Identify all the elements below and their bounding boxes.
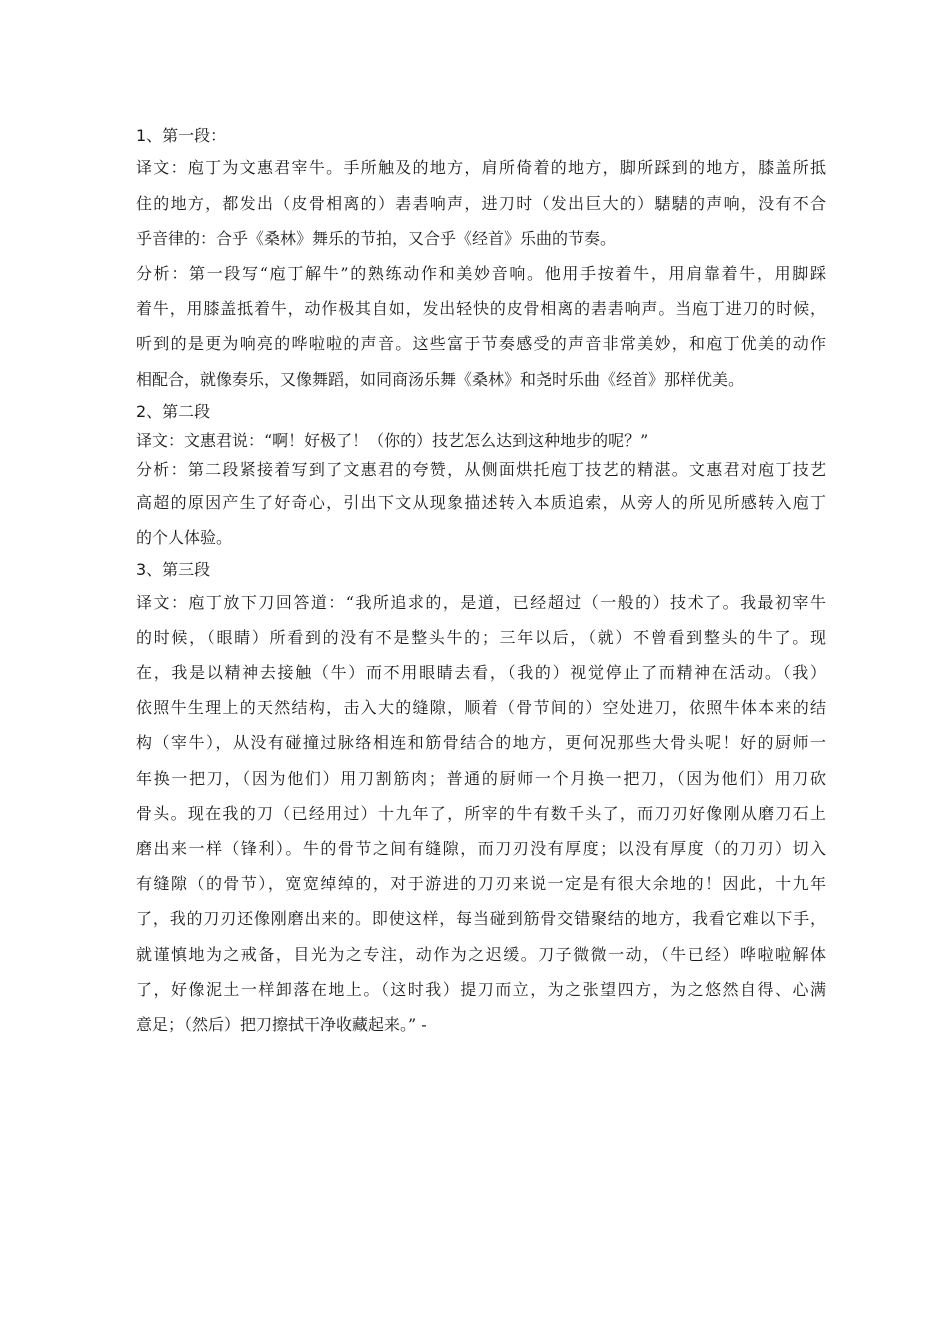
translation-line: 了，好像泥土一样卸落在地上。（这时我）提刀而立，为之张望四方，为之悠然自得、心满 (136, 979, 826, 999)
translation-line: 骨头。现在我的刀（已经用过）十九年了，所宰的牛有数千头了，而刀刃好像刚从磨刀石上 (136, 803, 826, 823)
analysis-line: 高超的原因产生了好奇心，引出下文从现象描述转入本质追索，从旁人的所见所感转入庖丁 (136, 492, 826, 512)
section-heading: 2、第二段 (136, 401, 211, 421)
section-heading: 3、第三段 (136, 560, 211, 580)
translation-line: 构（宰牛），从没有碰撞过脉络相连和筋骨结合的地方，更何况那些大骨头呢！好的厨师一 (136, 733, 826, 753)
analysis-line: 的个人体验。 (136, 528, 233, 548)
translation-line: 住的地方，都发出（皮骨相离的）砉砉响声，进刀时（发出巨大的）騞騞的声响，没有不合 (136, 193, 826, 213)
translation-line: 译文：庖丁放下刀回答道：“我所追求的，是道，已经超过（一般的）技术了。我最初宰牛 (136, 592, 826, 612)
translation-line: 就谨慎地为之戒备，目光为之专注，动作为之迟缓。刀子微微一动，（牛已经）哗啦啦解体 (136, 944, 826, 964)
translation-line: 在，我是以精神去接触（牛）而不用眼睛去看，（我的）视觉停止了而精神在活动。（我） (136, 663, 826, 683)
analysis-line: 分析：第一段写“庖丁解牛”的熟练动作和美妙音响。他用手按着牛，用肩靠着牛，用脚踩 (136, 263, 826, 283)
translation-line: 乎音律的：合乎《桑林》舞乐的节拍，又合乎《经首》乐曲的节奏。 (136, 228, 617, 248)
analysis-line: 着牛，用膝盖抵着牛，动作极其自如，发出轻快的皮骨相离的砉砉响声。当庖丁进刀的时候， (136, 299, 826, 319)
translation-line: 译文：文惠君说：“啊！好极了！（你的）技艺怎么达到这种地步的呢？” (136, 431, 649, 451)
translation-line: 磨出来一样（锋利）。牛的骨节之间有缝隙，而刀刃没有厚度；以没有厚度（的刀刃）切入 (136, 838, 826, 858)
translation-line: 年换一把刀，（因为他们）用刀割筋肉；普通的厨师一个月换一把刀，（因为他们）用刀砍 (136, 768, 826, 788)
translation-line: 的时候，（眼睛）所看到的没有不是整头牛的；三年以后，（就）不曾看到整头的牛了。现 (136, 627, 826, 647)
analysis-line: 相配合，就像奏乐，又像舞蹈，如同商汤乐舞《桑林》和尧时乐曲《经首》那样优美。 (136, 369, 745, 389)
analysis-line: 分析：第二段紧接着写到了文惠君的夸赞，从侧面烘托庖丁技艺的精湛。文惠君对庖丁技艺 (136, 460, 826, 480)
analysis-line: 听到的是更为响亮的哗啦啦的声音。这些富于节奏感受的声音非常美妙，和庖丁优美的动作 (136, 334, 826, 354)
document-body (136, 121, 826, 1042)
translation-line: 译文：庖丁为文惠君宰牛。手所触及的地方，肩所倚着的地方，脚所踩到的地方，膝盖所抵 (136, 158, 826, 178)
translation-line: 有缝隙（的骨节），宽宽绰绰的，对于游进的刀刃来说一定是有很大余地的！因此，十九年 (136, 874, 826, 894)
translation-line: 了，我的刀刃还像刚磨出来的。即使这样，每当碰到筋骨交错聚结的地方，我看它难以下手， (136, 909, 826, 929)
translation-line: 依照牛生理上的天然结构，击入大的缝隙，顺着（骨节间的）空处进刀，依照牛体本来的结 (136, 698, 826, 718)
translation-line: 意足；（然后）把刀擦拭干净收藏起来。” - (136, 1014, 427, 1034)
section-heading: 1、第一段： (136, 126, 227, 145)
